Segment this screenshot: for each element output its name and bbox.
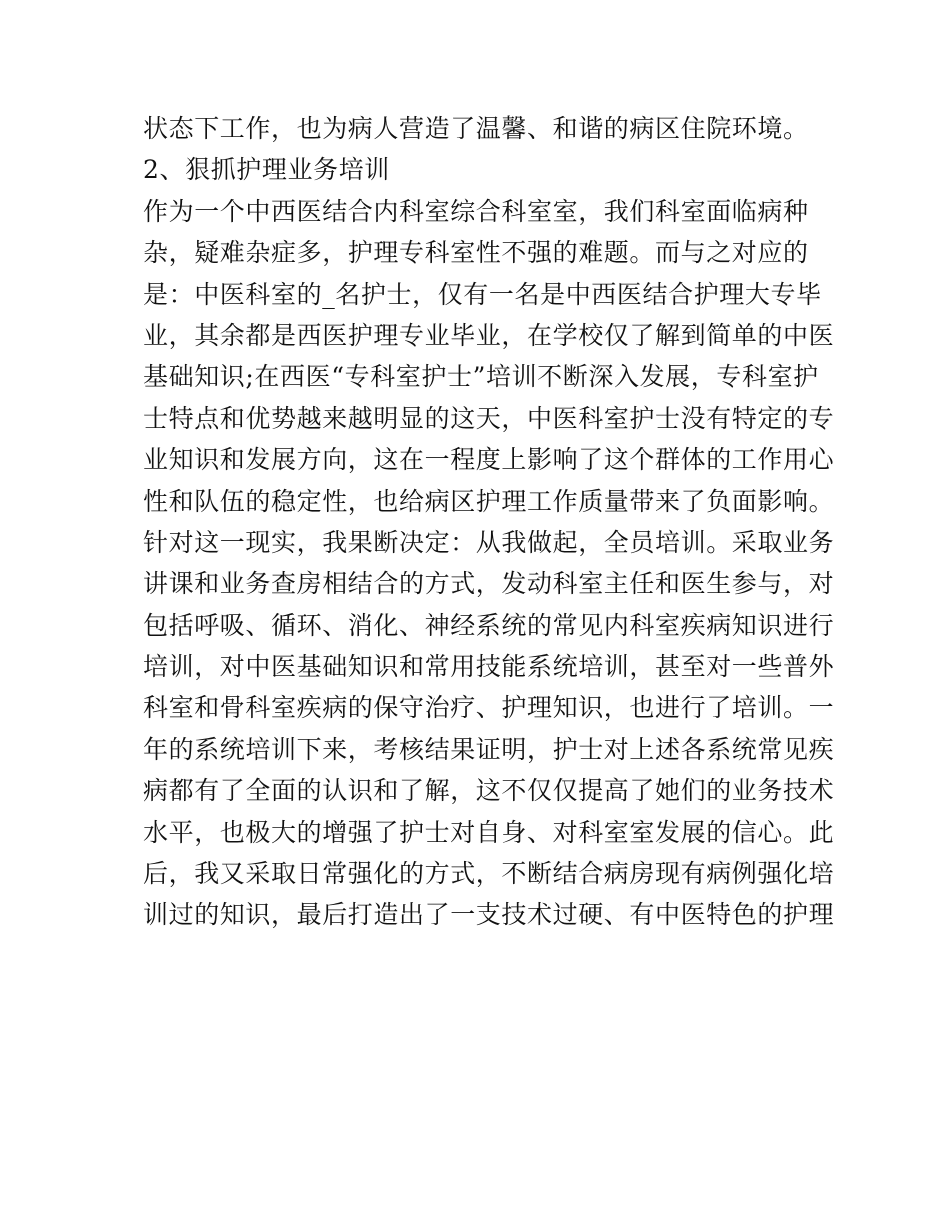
text-line: 状态下工作，也为病人营造了温馨、和谐的病区住院环境。: [143, 114, 809, 143]
text-line: 病都有了全面的认识和了解，这不仅仅提高了她们的业务技术: [143, 776, 835, 806]
text-line: 后，我又采取日常强化的方式，不断结合病房现有病例强化培: [143, 859, 835, 889]
text-line: 科室和骨科室疾病的保守治疗、护理知识，也进行了培训。一: [143, 693, 835, 723]
text-line: 作为一个中西医结合内科室综合科室室，我们科室面临病种: [143, 196, 809, 226]
text-line: 杂，疑难杂症多，护理专科室性不强的难题。而与之对应的: [143, 238, 809, 268]
text-line: 年的系统培训下来，考核结果证明，护士对上述各系统常见疾: [143, 734, 835, 764]
text-line: 水平，也极大的增强了护士对自身、对科室室发展的信心。此: [143, 817, 835, 847]
body-text: [143, 108, 835, 936]
text-line: 包括呼吸、循环、消化、神经系统的常见内科室疾病知识进行: [143, 610, 835, 640]
text-line: 士特点和优势越来越明显的这天，中医科室护士没有特定的专: [143, 403, 835, 433]
text-line: 性和队伍的稳定性，也给病区护理工作质量带来了负面影响。: [143, 486, 835, 516]
text-line: 基础知识;在西医“专科室护士”培训不断深入发展，专科室护: [143, 362, 819, 392]
text-line: 讲课和业务查房相结合的方式，发动科室主任和医生参与，对: [143, 569, 835, 599]
text-line: 业，其余都是西医护理专业毕业，在学校仅了解到简单的中医: [143, 320, 835, 350]
text-line: 训过的知识，最后打造出了一支技术过硬、有中医特色的护理: [143, 900, 835, 930]
text-line: 针对这一现实，我果断决定：从我做起，全员培训。采取业务: [143, 527, 835, 557]
text-line: 培训，对中医基础知识和常用技能系统培训，甚至对一些普外: [143, 652, 835, 682]
section-heading: 2、狠抓护理业务培训: [143, 155, 390, 185]
text-line: 是：中医科室的_名护士，仅有一名是中西医结合护理大专毕: [143, 279, 822, 309]
text-line: 业知识和发展方向，这在一程度上影响了这个群体的工作用心: [143, 445, 835, 475]
